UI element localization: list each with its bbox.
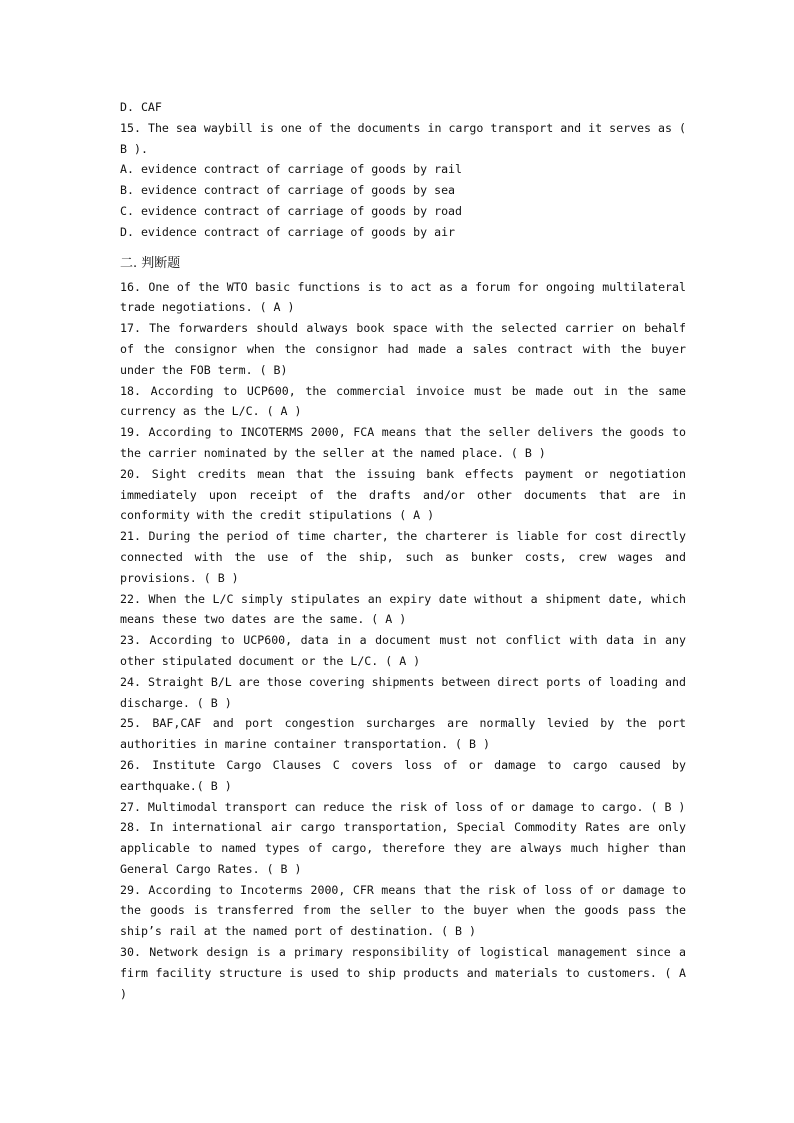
question-20: 20. Sight credits mean that the issuing bank effects payment or negotiation immediately upon receipt of the drafts and/or other documents that are in conformity with the credit stipulations ( A ) (120, 466, 686, 523)
question-15-option-a: A. evidence contract of carriage of goods by rail (120, 162, 463, 177)
question-28: 28. In international air cargo transportation, Special Commodity Rates are only applicable to named types of cargo, therefore they are always much higher than General Cargo Rates. ( B ) (120, 820, 686, 876)
question-26: 26. Institute Cargo Clauses C covers loss of or damage to cargo caused by earthquake.( B ) (120, 757, 686, 793)
question-24: 24. Straight B/L are those covering shipments between direct ports of loading and discharge. ( B ) (120, 674, 686, 710)
question-27: 27. Multimodal transport can reduce the risk of loss of or damage to cargo. ( B ) (120, 799, 686, 814)
question-30: 30. Network design is a primary responsibility of logistical management since a firm facility structure is used to ship products and materials to customers. ( A ) (120, 945, 686, 1001)
question-15-stem: 15. The sea waybill is one of the documents in cargo transport and it serves as ( B ). (120, 120, 686, 156)
question-18: 18. According to UCP600, the commercial invoice must be made out in the same currency as the L/C. ( A ) (120, 383, 686, 419)
question-15-option-d: D. evidence contract of carriage of goods by air (120, 224, 456, 239)
question-15-option-c: C. evidence contract of carriage of goods by road (120, 203, 463, 218)
question-21: 21. During the period of time charter, the charterer is liable for cost directly connected with the use of the ship, such as bunker costs, crew wages and provisions. ( B ) (120, 529, 686, 585)
question-15-option-b: B. evidence contract of carriage of goods by sea (120, 183, 456, 198)
question-29: 29. According to Incoterms 2000, CFR means that the risk of loss of or damage to the goods is transferred from the seller to the buyer when the goods pass the ship’s rail at the named port of destination. ( B ) (120, 882, 686, 939)
section-heading-true-false: 二. 判断题 (120, 255, 181, 271)
question-22: 22. When the L/C simply stipulates an expiry date without a shipment date, which means these two dates are the same. ( A ) (120, 591, 686, 627)
question-16: 16. One of the WTO basic functions is to act as a forum for ongoing multilateral trade negotiations. ( A ) (120, 279, 686, 315)
question-25: 25. BAF,CAF and port congestion surcharges are normally levied by the port authorities in marine container transportation. ( B ) (120, 716, 686, 752)
question-23: 23. According to UCP600, data in a document must not conflict with data in any other stipulated document or the L/C. ( A ) (120, 633, 686, 668)
prev-question-option-d: D. CAF (120, 100, 162, 114)
question-19: 19. According to INCOTERMS 2000, FCA means that the seller delivers the goods to the carrier nominated by the seller at the named place. ( B ) (120, 425, 686, 460)
question-17: 17. The forwarders should always book space with the selected carrier on behalf of the consignor when the consignor had made a sales contract with the buyer under the FOB term. ( B) (120, 321, 686, 377)
